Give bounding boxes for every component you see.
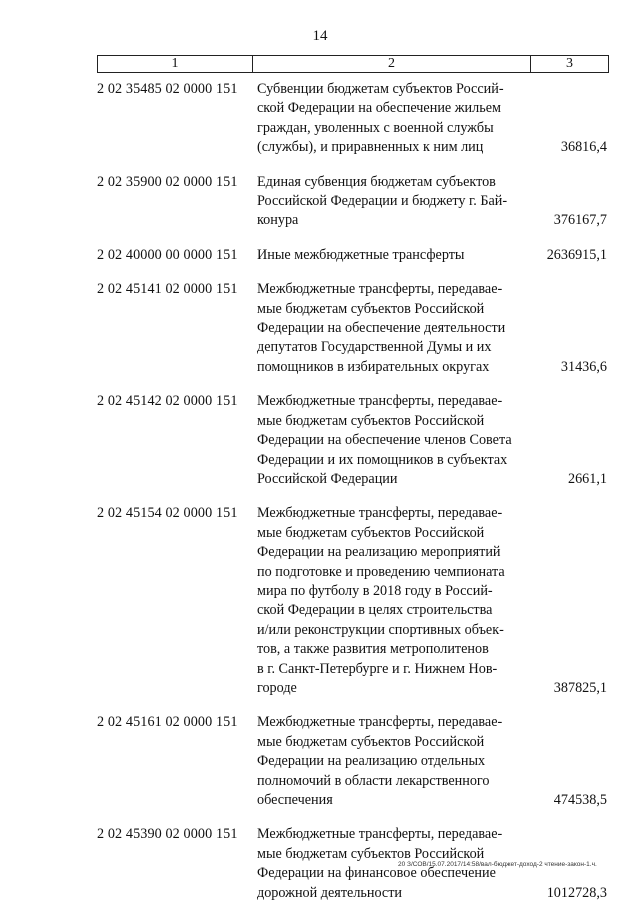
row-amount: 2636915,1 — [546, 246, 607, 263]
table-row — [97, 246, 609, 265]
row-code: 2 02 45142 02 0000 151 — [97, 393, 238, 410]
row-amount: 376167,7 — [553, 212, 607, 229]
row-description: Иные межбюджетные трансферты — [257, 246, 465, 263]
row-amount: 36816,4 — [560, 139, 607, 156]
row-description: Межбюджетные трансферты, передавае- мые бюджетам субъектов Российской Федерации на реализацию мероприятий по подготовке и проведению чемпионата мира по футболу в 2018 году в Россий- ской Федерации в целях строительства и/или реконструкции спортивных объек- тов, а также развития метрополитенов в г. Санкт-Петербурге и г. Нижнем Нов- городе — [257, 505, 505, 696]
row-description: Межбюджетные трансферты, передавае- мые бюджетам субъектов Российской Федерации на реализацию отдельных полномочий в области лекарственного обеспечения — [257, 714, 503, 808]
row-code: 2 02 35900 02 0000 151 — [97, 173, 238, 190]
table-row — [97, 392, 609, 489]
table-row — [97, 713, 609, 810]
row-description: Единая субвенция бюджетам субъектов Российской Федерации и бюджету г. Бай- конура — [257, 173, 508, 229]
table-body — [97, 80, 609, 918]
row-amount: 474538,5 — [553, 792, 607, 808]
header-col-1: 1 — [98, 56, 253, 72]
row-code: 2 02 45154 02 0000 151 — [97, 505, 238, 522]
row-amount: 31436,6 — [560, 358, 607, 375]
header-col-2: 2 — [253, 56, 531, 72]
row-code: 2 02 40000 00 0000 151 — [97, 246, 238, 263]
row-amount: 1012728,3 — [546, 884, 607, 901]
table-row — [97, 504, 609, 698]
page-number: 14 — [312, 28, 328, 44]
table-row — [97, 80, 609, 158]
row-description: Межбюджетные трансферты, передавае- мые бюджетам субъектов Российской Федерации на финансовое обеспечение дорожной деятельности — [257, 826, 503, 901]
row-code: 2 02 45390 02 0000 151 — [97, 826, 238, 843]
row-description: Межбюджетные трансферты, передавае- мые бюджетам субъектов Российской Федерации на обеспечение членов Совета Федерации и их помощников в субъектах Российской Федерации — [257, 393, 512, 487]
row-code: 2 02 45141 02 0000 151 — [97, 281, 238, 298]
header-col-3: 3 — [566, 56, 573, 71]
row-amount: 387825,1 — [553, 679, 607, 696]
table-row — [97, 280, 609, 377]
table-row — [97, 173, 609, 231]
footer-filename: 20 З/СОВ/15.07.2017/14:58/вал-бюджет-доход-2 чтение-закон-1.ч. — [398, 861, 597, 868]
row-amount: 2661,1 — [567, 470, 607, 487]
row-code: 2 02 45161 02 0000 151 — [97, 714, 238, 731]
row-description: Субвенции бюджетам субъектов Россий- ской Федерации на обеспечение жильем граждан, уволенных с военной службы (службы), и приравненных к ним лиц — [257, 81, 504, 156]
row-description: Межбюджетные трансферты, передавае- мые бюджетам субъектов Российской Федерации на обеспечение деятельности депутатов Государственной Думы и их помощников в избирательных округах — [257, 281, 506, 375]
table-header — [97, 55, 609, 73]
row-code: 2 02 35485 02 0000 151 — [97, 81, 238, 97]
